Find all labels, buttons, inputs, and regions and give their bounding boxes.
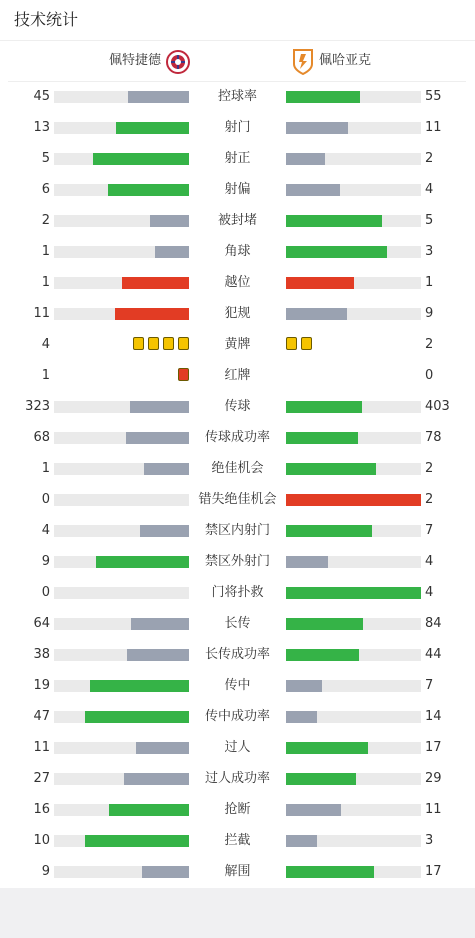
- home-bar-fill: [144, 463, 189, 475]
- away-bar-track: [286, 91, 421, 103]
- home-value: 11: [33, 306, 50, 321]
- stat-label: 禁区内射门: [204, 523, 270, 538]
- away-bar-fill: [286, 494, 421, 506]
- stat-row: [0, 515, 475, 546]
- away-bar-track: [286, 804, 421, 816]
- home-bar-track: [54, 463, 189, 475]
- away-value: 11: [425, 120, 442, 135]
- page-title: 技术统计: [14, 10, 79, 29]
- away-bar-fill: [286, 215, 382, 227]
- home-bar-fill: [128, 91, 189, 103]
- home-bar-track: [54, 587, 189, 599]
- stat-label: 犯规: [224, 306, 251, 321]
- home-bar-track: [54, 308, 189, 320]
- away-bar-track: [286, 122, 421, 134]
- home-bar-track: [54, 525, 189, 537]
- home-value: 1: [41, 244, 50, 259]
- home-team-name: 佩特捷德: [108, 53, 161, 68]
- away-value: 17: [425, 740, 442, 755]
- yellow-card-icon: [286, 337, 297, 350]
- red-card-icon: [178, 368, 189, 381]
- stat-row: [0, 732, 475, 763]
- stat-row: [0, 577, 475, 608]
- home-value: 27: [33, 771, 50, 786]
- stat-row: [0, 422, 475, 453]
- home-value: 38: [33, 647, 50, 662]
- stat-label: 传球: [224, 399, 251, 414]
- home-bar-fill: [142, 866, 189, 878]
- stat-label: 绝佳机会: [211, 461, 264, 476]
- away-bar-track: [286, 649, 421, 661]
- away-bar-track: [286, 742, 421, 754]
- home-bar-fill: [115, 308, 189, 320]
- stat-label: 过人成功率: [204, 771, 270, 786]
- away-value: 1: [425, 275, 434, 290]
- stat-label: 门将扑救: [211, 585, 264, 600]
- away-value: 55: [425, 89, 442, 104]
- away-bar-track: [286, 618, 421, 630]
- stat-label: 禁区外射门: [204, 554, 270, 569]
- away-team-logo-icon: [292, 48, 314, 75]
- home-bar-fill: [108, 184, 189, 196]
- stat-label: 长传成功率: [204, 647, 270, 662]
- stat-label: 控球率: [217, 89, 257, 104]
- home-value: 16: [33, 802, 50, 817]
- home-bar-track: [54, 773, 189, 785]
- home-bar-fill: [109, 804, 189, 816]
- away-value: 14: [425, 709, 442, 724]
- home-value: 1: [41, 461, 50, 476]
- home-value: 13: [33, 120, 50, 135]
- home-value: 47: [33, 709, 50, 724]
- stat-label: 传中成功率: [204, 709, 270, 724]
- stat-row: [0, 453, 475, 484]
- home-team-logo-icon: [166, 50, 190, 74]
- away-bar-track: [286, 277, 421, 289]
- away-bar-track: [286, 866, 421, 878]
- away-bar-fill: [286, 680, 322, 692]
- home-bar-track: [54, 866, 189, 878]
- home-bar-fill: [116, 122, 189, 134]
- home-value: 0: [41, 585, 50, 600]
- home-bar-track: [54, 804, 189, 816]
- home-bar-track: [54, 494, 189, 506]
- home-value: 64: [33, 616, 50, 631]
- stat-row: [0, 236, 475, 267]
- home-value: 19: [33, 678, 50, 693]
- stat-label: 解围: [224, 864, 251, 879]
- away-bar-fill: [286, 711, 317, 723]
- stat-row: [0, 143, 475, 174]
- away-value: 4: [425, 182, 434, 197]
- away-value: 2: [425, 151, 434, 166]
- away-bar-fill: [286, 835, 317, 847]
- away-team-name: 佩哈亚克: [319, 53, 372, 68]
- stat-row: [0, 546, 475, 577]
- away-value: 84: [425, 616, 442, 631]
- away-bar-track: [286, 494, 421, 506]
- home-bar-track: [54, 432, 189, 444]
- away-bar-track: [286, 680, 421, 692]
- away-value: 5: [425, 213, 434, 228]
- stat-row: [0, 701, 475, 732]
- away-bar-fill: [286, 277, 354, 289]
- stat-label: 射门: [224, 120, 251, 135]
- home-bar-fill: [85, 711, 189, 723]
- team-header: [8, 42, 466, 80]
- stat-label: 射偏: [224, 182, 251, 197]
- stats-list: [0, 81, 475, 887]
- away-bar-track: [286, 153, 421, 165]
- home-bar-fill: [131, 618, 189, 630]
- home-bar-track: [54, 680, 189, 692]
- home-value: 1: [41, 275, 50, 290]
- away-bar-fill: [286, 122, 348, 134]
- home-bar-fill: [130, 401, 189, 413]
- stat-row: [0, 174, 475, 205]
- home-bar-track: [54, 618, 189, 630]
- stat-label: 传中: [224, 678, 251, 693]
- home-bar-track: [54, 153, 189, 165]
- away-value: 4: [425, 585, 434, 600]
- home-value: 323: [25, 399, 50, 414]
- stat-label: 角球: [224, 244, 251, 259]
- away-bar-track: [286, 835, 421, 847]
- stat-row: [0, 298, 475, 329]
- stat-row: [0, 81, 475, 112]
- stat-row: [0, 639, 475, 670]
- away-value: 2: [425, 461, 434, 476]
- yellow-card-icon: [133, 337, 144, 350]
- home-bar-track: [54, 246, 189, 258]
- stat-row: [0, 391, 475, 422]
- home-value: 11: [33, 740, 50, 755]
- stat-row: [0, 825, 475, 856]
- away-cards: [286, 337, 312, 351]
- away-value: 3: [425, 833, 434, 848]
- away-bar-fill: [286, 308, 347, 320]
- home-bar-fill: [90, 680, 189, 692]
- home-cards: [133, 337, 189, 351]
- yellow-card-icon: [163, 337, 174, 350]
- away-value: 11: [425, 802, 442, 817]
- away-value: 44: [425, 647, 442, 662]
- away-bar-track: [286, 246, 421, 258]
- away-value: 4: [425, 554, 434, 569]
- away-bar-track: [286, 556, 421, 568]
- stat-row: [0, 856, 475, 887]
- stat-row: [0, 670, 475, 701]
- away-bar-fill: [286, 153, 325, 165]
- home-cards: [178, 368, 189, 382]
- home-bar-fill: [136, 742, 189, 754]
- away-bar-track: [286, 587, 421, 599]
- away-bar-fill: [286, 556, 328, 568]
- home-bar-fill: [122, 277, 190, 289]
- away-bar-fill: [286, 587, 421, 599]
- yellow-card-icon: [178, 337, 189, 350]
- away-bar-track: [286, 711, 421, 723]
- away-value: 2: [425, 492, 434, 507]
- home-bar-track: [54, 742, 189, 754]
- stat-row: [0, 329, 475, 360]
- home-bar-fill: [155, 246, 189, 258]
- home-bar-fill: [85, 835, 189, 847]
- away-bar-track: [286, 525, 421, 537]
- away-value: 0: [425, 368, 434, 383]
- stat-row: [0, 205, 475, 236]
- home-bar-fill: [140, 525, 189, 537]
- away-bar-fill: [286, 618, 363, 630]
- home-bar-track: [54, 122, 189, 134]
- home-bar-fill: [126, 432, 189, 444]
- stat-label: 过人: [224, 740, 251, 755]
- home-bar-track: [54, 835, 189, 847]
- stat-row: [0, 112, 475, 143]
- home-bar-track: [54, 649, 189, 661]
- home-bar-fill: [127, 649, 189, 661]
- away-bar-track: [286, 773, 421, 785]
- home-value: 0: [41, 492, 50, 507]
- stat-label: 传球成功率: [204, 430, 270, 445]
- stat-label: 射正: [224, 151, 251, 166]
- away-bar-track: [286, 463, 421, 475]
- home-bar-track: [54, 556, 189, 568]
- home-bar-track: [54, 184, 189, 196]
- stat-label: 红牌: [224, 368, 251, 383]
- away-bar-fill: [286, 184, 340, 196]
- away-value: 7: [425, 678, 434, 693]
- stat-label: 拦截: [224, 833, 251, 848]
- stat-row: [0, 763, 475, 794]
- away-bar-fill: [286, 742, 368, 754]
- away-bar-fill: [286, 649, 359, 661]
- home-value: 45: [33, 89, 50, 104]
- away-bar-track: [286, 308, 421, 320]
- home-value: 4: [41, 337, 50, 352]
- stat-row: [0, 360, 475, 391]
- away-bar-fill: [286, 866, 374, 878]
- home-bar-fill: [150, 215, 189, 227]
- home-bar-fill: [124, 773, 189, 785]
- stat-row: [0, 608, 475, 639]
- home-bar-fill: [93, 153, 189, 165]
- away-bar-track: [286, 432, 421, 444]
- away-bar-fill: [286, 525, 372, 537]
- away-value: 78: [425, 430, 442, 445]
- away-bar-track: [286, 184, 421, 196]
- yellow-card-icon: [148, 337, 159, 350]
- stat-label: 被封堵: [217, 213, 257, 228]
- away-value: 3: [425, 244, 434, 259]
- stat-label: 抢断: [224, 802, 251, 817]
- away-value: 17: [425, 864, 442, 879]
- home-bar-track: [54, 401, 189, 413]
- stat-label: 黄牌: [224, 337, 251, 352]
- away-value: 9: [425, 306, 434, 321]
- home-bar-fill: [96, 556, 189, 568]
- away-bar-fill: [286, 246, 387, 258]
- home-bar-track: [54, 215, 189, 227]
- away-bar-fill: [286, 432, 358, 444]
- away-bar-fill: [286, 804, 341, 816]
- home-value: 9: [41, 554, 50, 569]
- away-bar-fill: [286, 91, 360, 103]
- away-bar-fill: [286, 773, 356, 785]
- home-bar-track: [54, 277, 189, 289]
- home-value: 4: [41, 523, 50, 538]
- stat-row: [0, 484, 475, 515]
- home-value: 6: [41, 182, 50, 197]
- away-bar-track: [286, 215, 421, 227]
- home-bar-track: [54, 711, 189, 723]
- stat-label: 长传: [224, 616, 251, 631]
- home-value: 10: [33, 833, 50, 848]
- stat-label: 错失绝佳机会: [198, 492, 277, 507]
- stat-row: [0, 267, 475, 298]
- home-value: 1: [41, 368, 50, 383]
- stat-label: 越位: [224, 275, 251, 290]
- yellow-card-icon: [301, 337, 312, 350]
- home-bar-track: [54, 91, 189, 103]
- away-bar-fill: [286, 463, 376, 475]
- home-value: 68: [33, 430, 50, 445]
- home-value: 2: [41, 213, 50, 228]
- away-value: 2: [425, 337, 434, 352]
- away-value: 403: [425, 399, 450, 414]
- away-value: 29: [425, 771, 442, 786]
- home-value: 9: [41, 864, 50, 879]
- stat-row: [0, 794, 475, 825]
- divider: [0, 40, 475, 41]
- home-value: 5: [41, 151, 50, 166]
- away-bar-track: [286, 401, 421, 413]
- away-value: 7: [425, 523, 434, 538]
- away-bar-fill: [286, 401, 362, 413]
